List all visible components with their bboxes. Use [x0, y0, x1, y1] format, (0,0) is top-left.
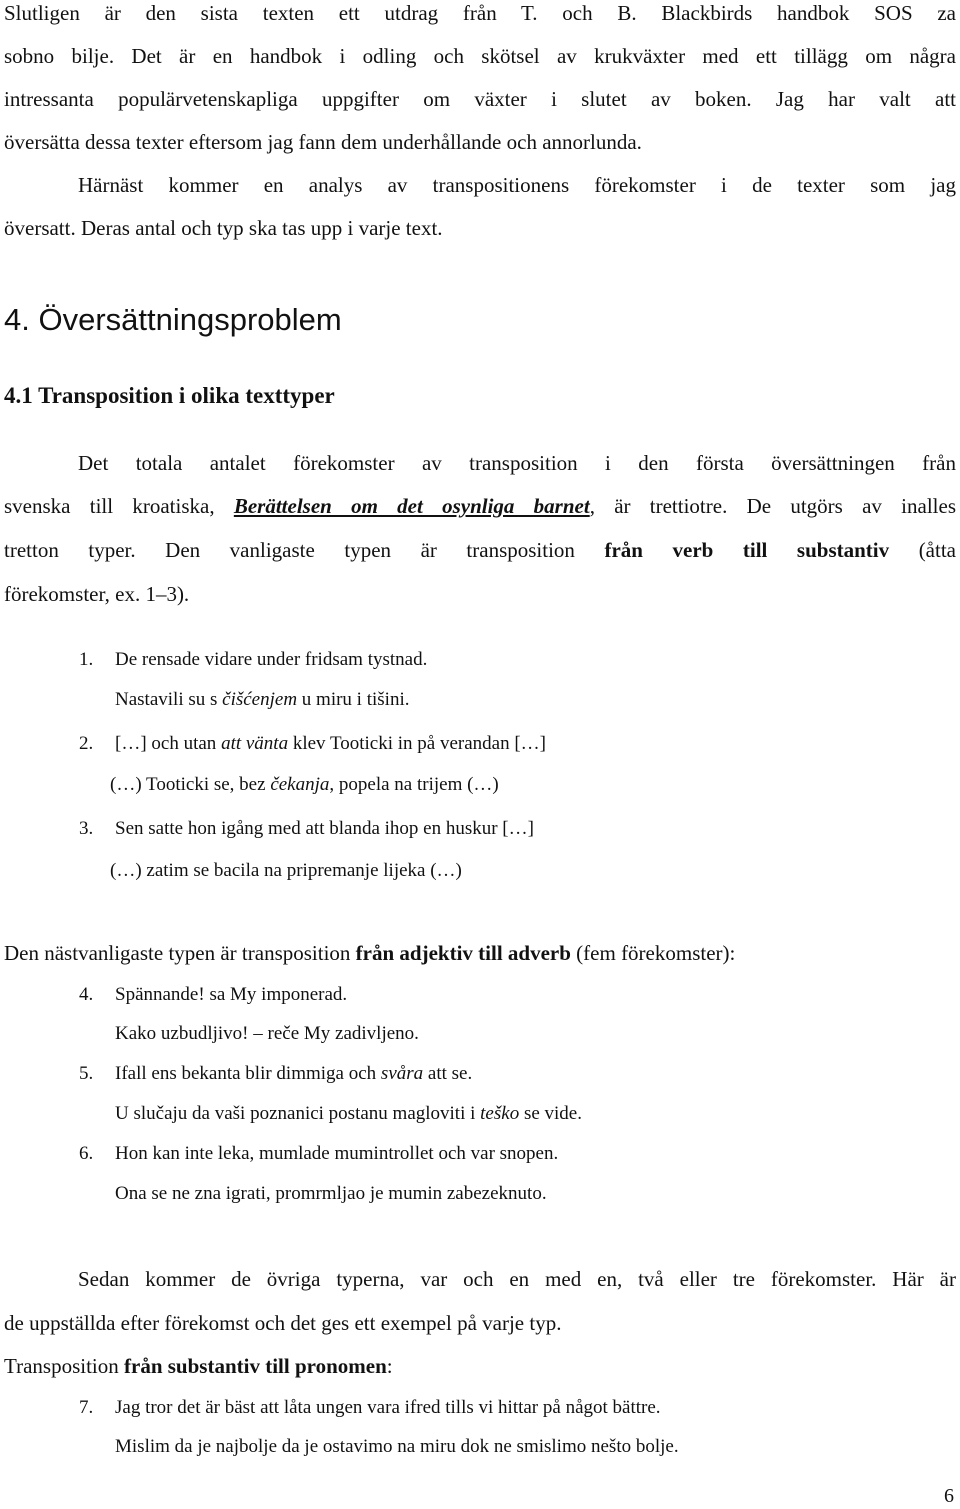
para4-text: Transposition	[4, 1354, 125, 1378]
example-text: […] och utan	[115, 733, 222, 754]
para4	[4, 1353, 956, 1379]
example-swedish: De rensade vidare under fridsam tystnad.	[115, 649, 428, 670]
example-croatian: Kako uzbudljivo! – reče My zadivljeno.	[115, 1023, 419, 1044]
book-title: Berättelsen om det osynliga barnet	[233, 494, 590, 518]
para3-line-1: Sedan kommer de övriga typerna, var och en med en, två eller tre förekomster. Här är	[78, 1267, 956, 1291]
para1-text: , är trettiotre. De utgörs av inalles	[589, 494, 956, 518]
example-swedish: Sen satte hon igång med att blanda ihop en huskur […]	[115, 818, 534, 839]
para1-line-3	[4, 537, 956, 563]
example-text: klev Tooticki in på verandan […]	[288, 733, 547, 754]
para2	[4, 940, 956, 966]
para2-text: (fem förekomster):	[570, 941, 736, 965]
intro-line-3: intressanta populärvetenskapliga uppgifter om växter i slutet av boken. Jag har valt att	[4, 87, 956, 111]
example-text: att se.	[423, 1063, 473, 1084]
example-croatian	[115, 1101, 582, 1127]
page-number: 6	[944, 1485, 954, 1507]
example-swedish: Spännande! sa My imponerad.	[115, 984, 348, 1005]
para4-text: :	[386, 1354, 393, 1378]
subsection-heading: 4.1 Transposition i olika texttyper	[4, 383, 335, 408]
intro-line-2: sobno bilje. Det är en handbok i odling och skötsel av krukväxter med ett tillägg om några	[4, 44, 956, 68]
example-number: 4.	[79, 984, 94, 1005]
example-italic: teško	[480, 1103, 520, 1124]
example-text: U slučaju da vaši poznanici postanu magloviti i	[115, 1103, 481, 1124]
intro-line-1: Slutligen är den sista texten ett utdrag från T. och B. Blackbirds handbok SOS za	[4, 1, 956, 25]
bold-term: från substantiv till pronomen	[124, 1354, 387, 1378]
example-croatian: (…) zatim se bacila na pripremanje lijeka (…)	[110, 860, 462, 881]
example-italic: svåra	[380, 1063, 424, 1084]
intro-line-4: översätta dessa texter eftersom jag fann dem underhållande och annorlunda.	[4, 130, 642, 154]
example-swedish: Jag tror det är bäst att låta ungen vara ifred tills vi hittar på något bättre.	[115, 1397, 661, 1418]
bold-term: från verb till substantiv	[604, 538, 890, 562]
example-text: u miru i tišini.	[297, 689, 410, 710]
example-croatian: Ona se ne zna igrati, promrmljao je mumin zabezeknuto.	[115, 1183, 547, 1204]
para1-line-4: förekomster, ex. 1–3).	[4, 582, 190, 606]
example-number: 6.	[79, 1143, 94, 1164]
example-italic: att vänta	[221, 733, 289, 754]
intro-line-5: Härnäst kommer en analys av transpositionens förekomster i de texter som jag	[78, 173, 956, 197]
para1-line-2	[4, 493, 956, 519]
example-number: 1.	[79, 649, 94, 670]
para1-line-1: Det totala antalet förekomster av transposition i den första översättningen från	[78, 451, 956, 475]
example-text: (…) Tooticki se, bez	[110, 774, 271, 795]
example-swedish	[115, 731, 546, 757]
example-swedish: Hon kan inte leka, mumlade mumintrollet och var snopen.	[115, 1143, 559, 1164]
example-italic: čišćenjem	[222, 689, 298, 710]
para2-text: Den nästvanligaste typen är transposition	[4, 941, 356, 965]
para1-text: svenska till kroatiska,	[4, 494, 234, 518]
example-number: 5.	[79, 1063, 94, 1084]
example-croatian: Mislim da je najbolje da je ostavimo na miru dok ne smislimo nešto bolje.	[115, 1436, 679, 1457]
para3-line-2: de uppställda efter förekomst och det ges ett exempel på varje typ.	[4, 1311, 562, 1335]
section-heading: 4. Översättningsproblem	[4, 302, 342, 337]
example-number: 7.	[79, 1397, 94, 1418]
para1-text: (åtta	[889, 538, 956, 562]
example-croatian	[115, 687, 409, 713]
example-text: Ifall ens bekanta blir dimmiga och	[115, 1063, 381, 1084]
bold-term: från adjektiv till adverb	[355, 941, 571, 965]
example-text: se vide.	[519, 1103, 582, 1124]
para1-text: tretton typer. Den vanligaste typen är transposition	[4, 538, 605, 562]
intro-line-6: översatt. Deras antal och typ ska tas upp i varje text.	[4, 216, 443, 240]
example-number: 3.	[79, 818, 94, 839]
example-number: 2.	[79, 733, 94, 754]
example-text: , popela na trijem (…)	[329, 774, 499, 795]
example-italic: čekanja	[270, 774, 330, 795]
example-croatian	[110, 772, 499, 798]
example-text: Nastavili su s	[115, 689, 223, 710]
example-swedish	[115, 1061, 472, 1087]
